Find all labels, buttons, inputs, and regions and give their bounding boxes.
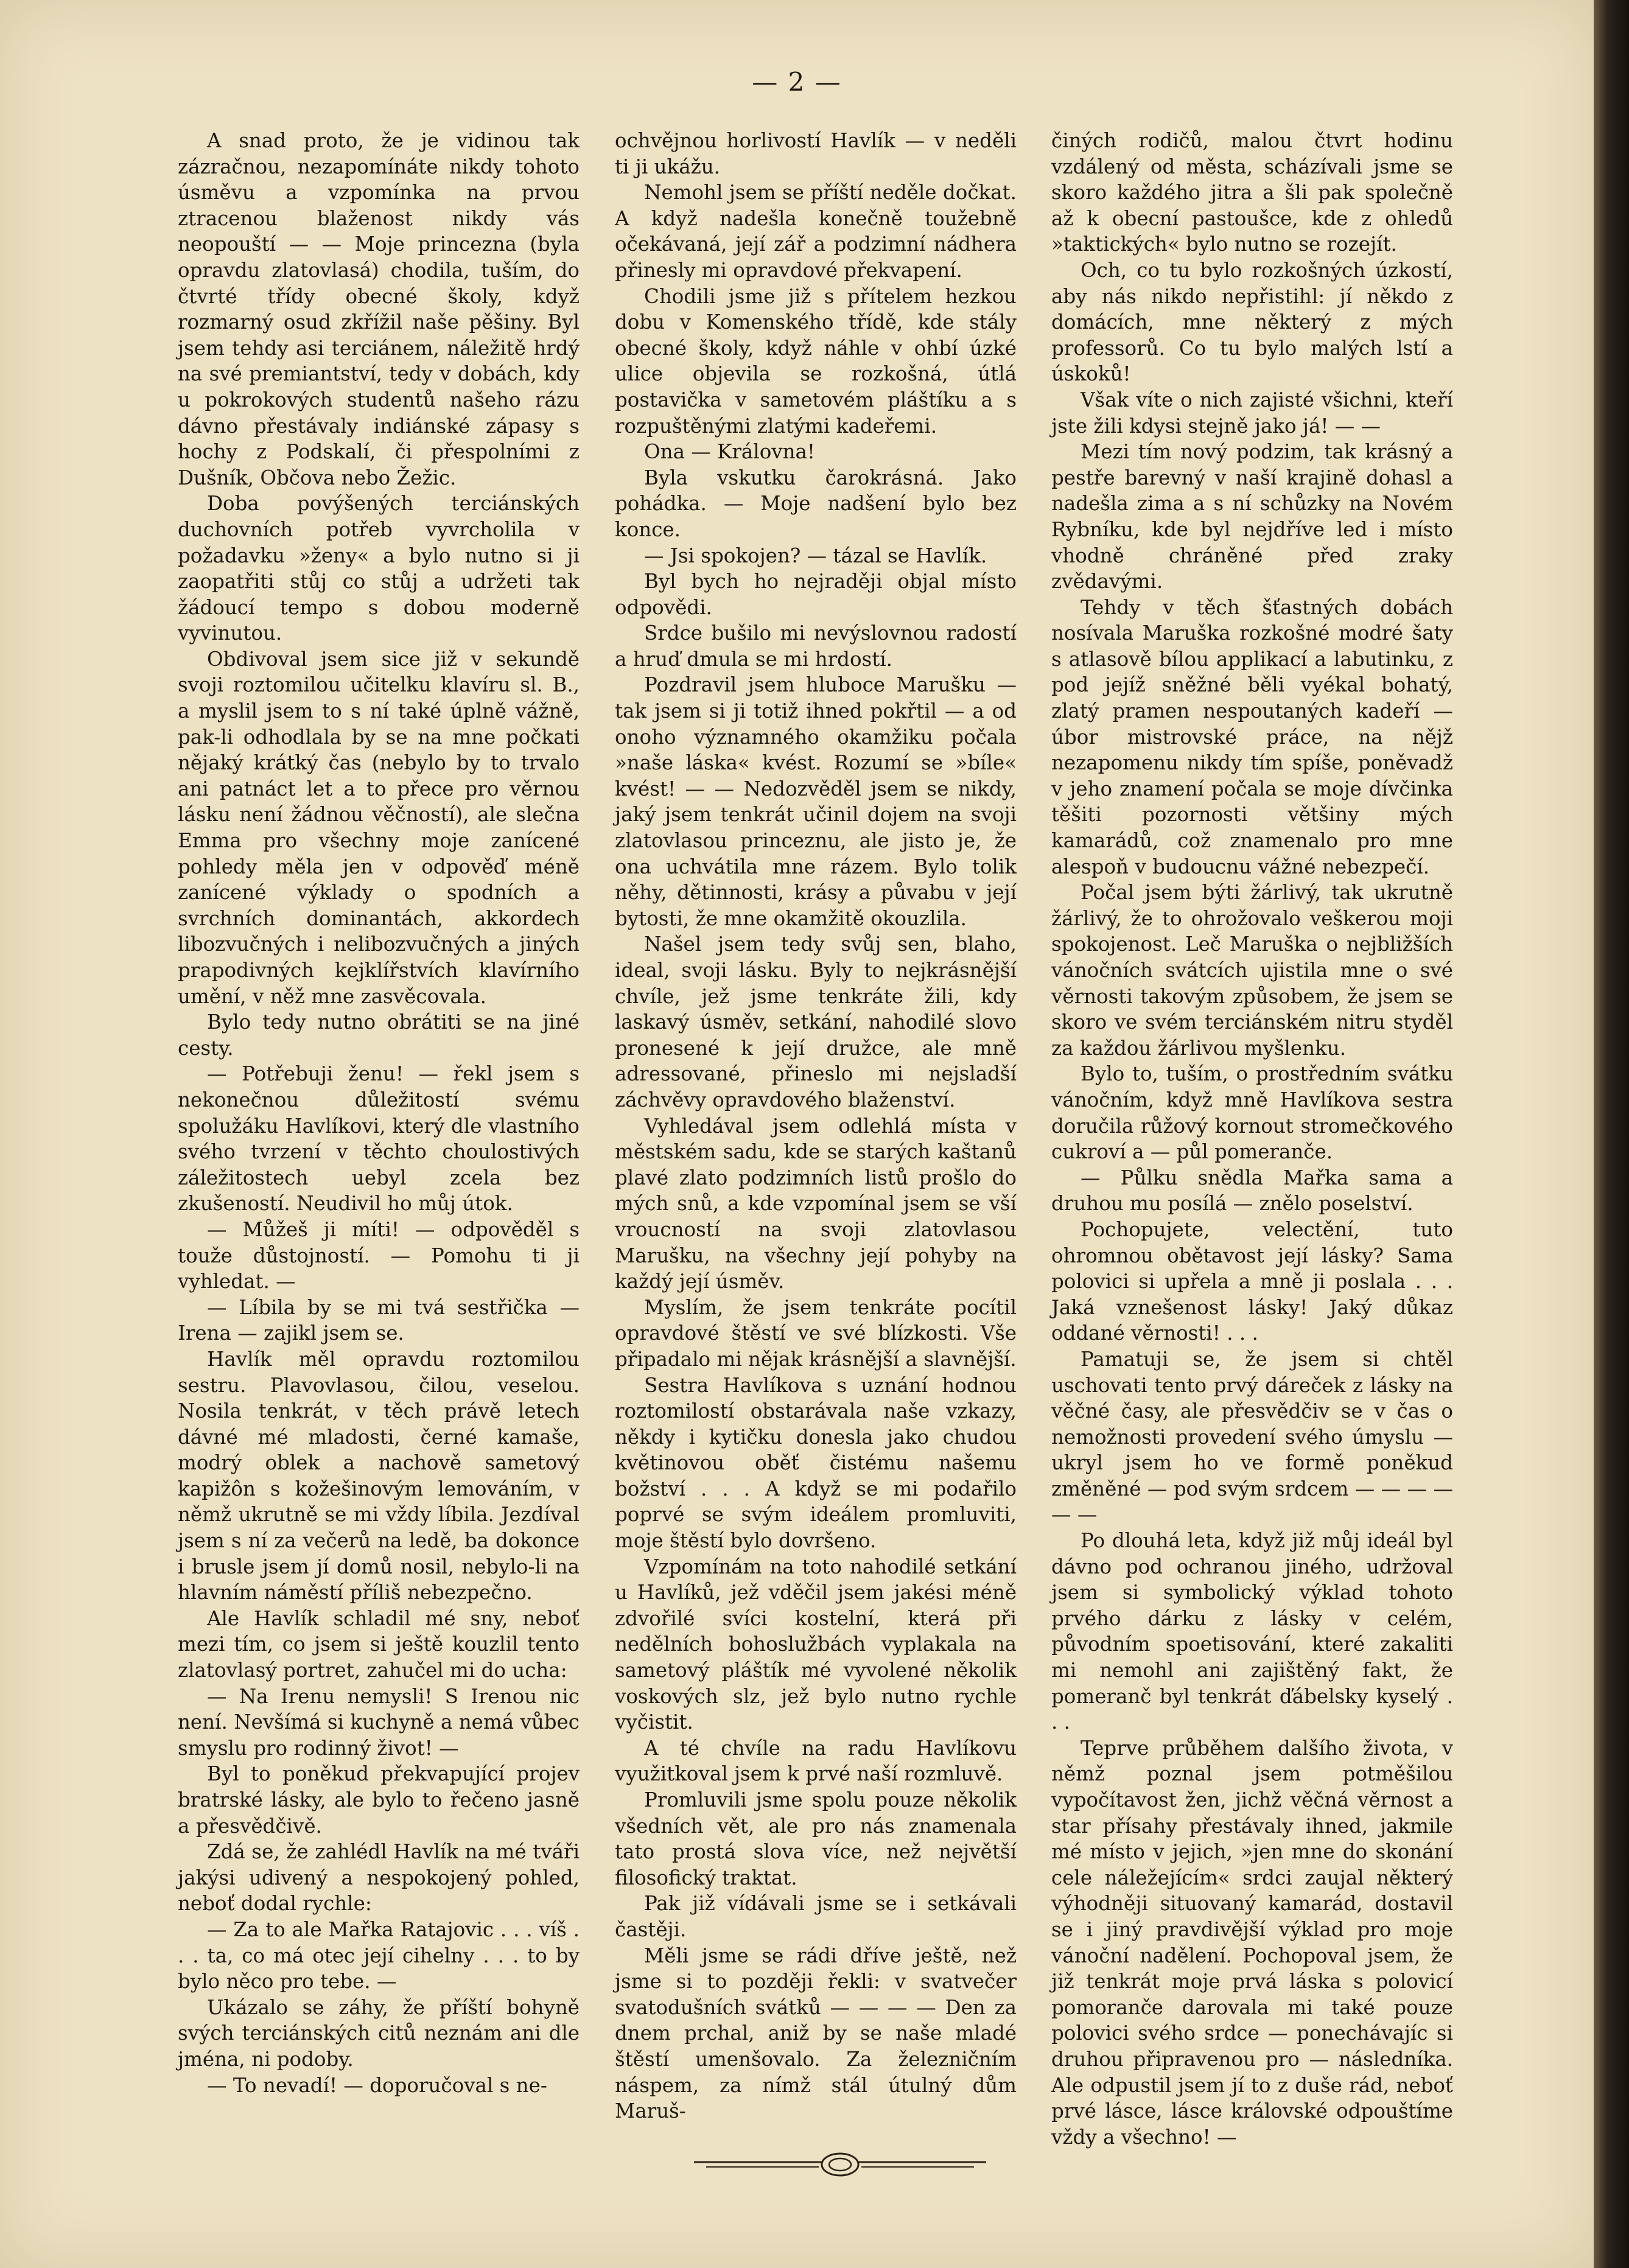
text-column-1	[178, 128, 580, 2098]
paragraph: — Potřebuji ženu! — řekl jsem s nekonečnou důležitostí svému spolužáku Havlíkovi, který dle vlastního svého tvrzení v těchto choulostivých záležitostech uebyl zcela bez zkušeností. Neudivil ho můj útok.	[178, 1062, 580, 1216]
paragraph: Počal jsem býti žárlivý, tak ukrutně žárlivý, že to ohrožovalo veškerou moji spokojenost. Leč Maruška o nejbližších vánočních svátcích ujistila mne o své věrnosti takovým způsobem, že jsem se skoro ve svém terciánském nitru styděl za každou žárlivou myšlenku.	[1051, 881, 1453, 1060]
paragraph: Obdivoval jsem sice již v sekundě svoji roztomilou učitelku klavíru sl. B., a myslil jsem to s ní také úplně vážně, pak-li odhodlala by se na mne počkati nějaký krátký čas (nebylo by to trvalo ani patnáct let a to přece pro věrnou lásku není žádnou věčností), ale slečna Emma pro všechny moje zanícené pohledy měla jen v odpověď méně zanícené výklady o spodních a svrchních dominantách, akkordech libozvučných i nelibozvučných a jiných prapodivných kejklířstvích klavírního umění, v něž mne zasvěcovala.	[178, 647, 580, 1008]
paragraph: Byl to poněkud překvapující projev bratrské lásky, ale bylo to řečeno jasně a přesvědčivě.	[178, 1762, 580, 1838]
paragraph: Och, co tu bylo rozkošných úzkostí, aby nás nikdo nepřistihl: jí někdo z domácích, mne některý z mých professorů. Co tu bylo malých lstí a úskoků!	[1051, 258, 1453, 386]
paragraph: Však víte o nich zajisté všichni, kteří jste žili kdysi stejně jako já! — —	[1051, 388, 1453, 438]
paragraph: Promluvili jsme spolu pouze několik všedních vět, ale pro nás znamenala tato prostá slova více, než největší filosofický traktat.	[615, 1788, 1017, 1889]
paragraph: A té chvíle na radu Havlíkovu využitkoval jsem k prvé naší rozmluvě.	[615, 1736, 1017, 1786]
paragraph: Bylo to, tuším, o prostředním svátku vánočním, když mně Havlíkova sestra doručila růžový kornout stromečkového cukroví a — půl pomeranče.	[1051, 1062, 1453, 1164]
text-column-2	[615, 128, 1017, 2124]
paragraph: Po dlouhá leta, když již můj ideál byl dávno pod ochranou jiného, udržoval jsem si symbolický výklad tohoto prvého dárku z lásky v celém, původním spoetisování, které zakaliti mi nemohl ani zajištěný fakt, že pomeranč byl tenkrát ďábelsky kyselý . . .	[1051, 1529, 1453, 1734]
paragraph: Sestra Havlíkova s uznání hodnou roztomilostí obstarávala naše vzkazy, někdy i kytičku donesla jako chudou květinovou oběť čistému našemu božství . . . A když se mi podařilo poprvé se svým ideálem promluviti, moje štěstí bylo dovršeno.	[615, 1373, 1017, 1553]
paragraph: Havlík měl opravdu roztomilou sestru. Plavovlasou, čilou, veselou. Nosila tenkrát, v těch právě letech dávné mé mladosti, černé kamaše, modrý oblek a nachově sametový kapižôn s kožešinovým lemováním, v němž ukrutně se mi vždy líbila. Jezdíval jsem s ní za večerů na ledě, ba dokonce i brusle jsem jí domů nosil, nebylo-li na hlavním náměstí příliš nebezpečno.	[178, 1347, 580, 1605]
paragraph: Tehdy v těch šťastných dobách nosívala Maruška rozkošné modré šaty s atlasově bílou applikací a labutinku, z pod jejíž sněžné běli vyékal bohatý, zlatý pramen nespoutaných kadeří — úbor mistrovské práce, na nějž nezapomenu nikdy tím spíše, poněvadž v jeho znamení počala se moje dívčinka těšiti pozornosti většiny mých kamarádů, což znamenalo pro mne alespoň v budoucnu vážné nebezpečí.	[1051, 595, 1453, 878]
paragraph: Bylo tedy nutno obrátiti se na jiné cesty.	[178, 1010, 580, 1060]
paragraph: Mezi tím nový podzim, tak krásný a pestře barevný v naší krajině dohasl a nadešla zima a s ní schůzky na Novém Rybníku, kde byl nejdříve led i místo vhodně chráněné před zraky zvědavými.	[1051, 440, 1453, 593]
paragraph: Vyhledával jsem odlehlá místa v městském sadu, kde se starých kaštanů plavé zlato podzimních listů prošlo do mých snů, a kde vzpomínal jsem se vší vroucností na svoji zlatovlasou Marušku, na všechny její pohyby na každý její úsměv.	[615, 1114, 1017, 1293]
paragraph: Měli jsme se rádi dříve ještě, než jsme si to později řekli: v svatvečer svatodušních svátků — — — — Den za dnem prchal, aniž by se naše mladé štěstí umenšovalo. Za železničním náspem, za nímž stál útulný dům Maruš-	[615, 1944, 1017, 2123]
paragraph: — Jsi spokojen? — tázal se Havlík.	[644, 544, 987, 567]
text-column-3	[1051, 128, 1453, 2150]
paragraph: — Půlku snědla Mařka sama a druhou mu posílá — znělo poselství.	[1051, 1166, 1453, 1216]
paragraph: — Můžeš ji míti! — odpověděl s touže důstojností. — Pomohu ti ji vyhledat. —	[178, 1217, 580, 1293]
paragraph: Srdce bušilo mi nevýslovnou radostí a hruď dmula se mi hrdostí.	[615, 621, 1017, 671]
paragraph: Ale Havlík schladil mé sny, neboť mezi tím, co jsem si ještě kouzlil tento zlatovlasý portret, zahučel mi do ucha:	[178, 1606, 580, 1682]
page-edge-shadow	[1594, 0, 1629, 2268]
page-number: — 2 —	[752, 67, 842, 97]
paragraph: Teprve průběhem dalšího života, v němž poznal jsem potměšilou vypočítavost žen, jichž věčná věrnost a star přísahy přestávaly ihned, jakmile mé místo v jejich, »jen mne do skonání cele náležejícím« srdci zaujal některý výhodněji situovaný kamarád, dostavil se i jiný pravdivější výklad pro moje vánoční nadělení. Pochopoval jsem, že již tenkrát moje prvá láska s polovicí pomoranče darovala mi také pouze polovici svého srdce — ponechávajíc si druhou připravenou pro — následníka. Ale odpustil jsem jí to z duše rád, neboť prvé lásce, lásce královské odpouštíme vždy a všechno! —	[1051, 1736, 1453, 2149]
paragraph: — To nevadí! — doporučoval s ne-	[207, 2073, 547, 2097]
paragraph: Doba povýšených terciánských duchovních potřeb vyvrcholila v požadavku »ženy« a bylo nutno si ji zaopatřiti stůj co stůj a udržeti tak žádoucí tempo s dobou moderně vyvinutou.	[178, 492, 580, 645]
paragraph: Pamatuji se, že jsem si chtěl uschovati tento prvý dáreček z lásky na věčné časy, ale přesvědčiv se v čas o nemožnosti provedení svého úmyslu — ukryl jsem ho ve formě poněkud změněné — pod svým srdcem — — — — — —	[1051, 1347, 1453, 1527]
paragraph: činých rodičů, malou čtvrt hodinu vzdálený od města, scházívali jsme se skoro každého jitra a šli pak společně až k obecní pastoušce, kde z ohledů »taktických« bylo nutno se rozejít.	[1051, 129, 1453, 256]
paragraph: ochvějnou horlivostí Havlík — v neděli ti ji ukážu.	[615, 129, 1017, 178]
paragraph: — Líbila by se mi tvá sestřička — Irena — zajikl jsem se.	[178, 1295, 580, 1345]
paragraph: Byla vskutku čarokrásná. Jako pohádka. — Moje nadšení bylo bez konce.	[615, 466, 1017, 541]
paragraph: Zdá se, že zahlédl Havlík na mé tváři jakýsi udivený a nespokojený pohled, neboť dodal rychle:	[178, 1840, 580, 1916]
paragraph: Pak již vídávali jsme se i setkávali častěji.	[615, 1892, 1017, 1941]
end-ornament	[694, 2147, 986, 2182]
paragraph: — Na Irenu nemysli! S Irenou nic není. Nevšímá si kuchyně a nemá vůbec smyslu pro rodinný život! —	[178, 1684, 580, 1760]
paragraph: Ona — Královna!	[644, 440, 815, 464]
paragraph: Nemohl jsem se příští neděle dočkat. A když nadešla konečně toužebně očekávaná, její zář a podzimní nádhera přinesly mi opravdové překvapení.	[615, 181, 1017, 282]
paragraph: Myslím, že jsem tenkráte pocítil opravdové štěstí ve své blízkosti. Vše připadalo mi nějak krásnější a slavnější.	[615, 1295, 1017, 1371]
paragraph: Byl bych ho nejraději objal místo odpovědi.	[615, 570, 1017, 619]
paragraph: Pochopujete, velectění, tuto ohromnou obětavost její lásky? Sama polovici si upřela a mně ji poslala . . . Jaká vznešenost lásky! Jaký důkaz oddané věrnosti! . . .	[1051, 1217, 1453, 1345]
paragraph: A snad proto, že je vidinou tak zázračnou, nezapomínáte nikdy tohoto úsměvu a vzpomínka na prvou ztracenou blaženost nikdy vás neopouští — — Moje princezna (byla opravdu zlatovlasá) chodila, tuším, do čtvrté třídy obecné školy, když rozmarný osud zkřížil naše pěšiny. Byl jsem tehdy asi terciánem, náležitě hrdý na své premiantství, tedy v dobách, kdy u pokrokových studentů našeho rázu dávno přestávaly indiánské zápasy s hochy z Podskalí, či přespolními z Dušník, Občova nebo Žežic.	[178, 129, 580, 489]
paragraph: Vzpomínám na toto nahodilé setkání u Havlíků, jež vděčil jsem jakési méně zdvořilé svíci kostelní, která při nedělních bohoslužbách vyplakala na sametový pláštík mé vyvolené několik voskových slz, jež bylo nutno rychle vyčistit.	[615, 1555, 1017, 1734]
paragraph: Ukázalo se záhy, že příští bohyně svých terciánských citů neznám ani dle jména, ni podoby.	[178, 1995, 580, 2071]
paragraph: Chodili jsme již s přítelem hezkou dobu v Komenského třídě, kde stály obecné školy, když náhle v ohbí úzké ulice objevila se rozkošná, útlá postavička v sametovém pláštíku a s rozpuštěnými zlatými kadeřemi.	[615, 284, 1017, 438]
paragraph: Pozdravil jsem hluboce Marušku — tak jsem si ji totiž ihned pokřtil — a od onoho významného okamžiku počala »naše láska« kvést. Rozumí se »bíle« kvést! — — Nedozvěděl jsem se nikdy, jaký jsem tenkrát učinil dojem na svoji zlatovlasou princeznu, ale jisto je, že ona uchvátila mne rázem. Bylo tolik něhy, dětinnosti, krásy a půvabu v její bytosti, že mne okamžitě okouzlila.	[615, 673, 1017, 930]
paragraph: — Za to ale Mařka Ratajovic . . . víš . . . ta, co má otec její cihelny . . . to by bylo něco pro tebe. —	[178, 1917, 580, 1993]
paragraph: Našel jsem tedy svůj sen, blaho, ideal, svoji lásku. Byly to nejkrásnější chvíle, jež jsme tenkráte žili, kdy laskavý úsměv, setkání, nahodilé slovo pronesené k její družce, ale mně adressované, přineslo mi nejsladší záchvěvy opravdového blaženství.	[615, 933, 1017, 1111]
